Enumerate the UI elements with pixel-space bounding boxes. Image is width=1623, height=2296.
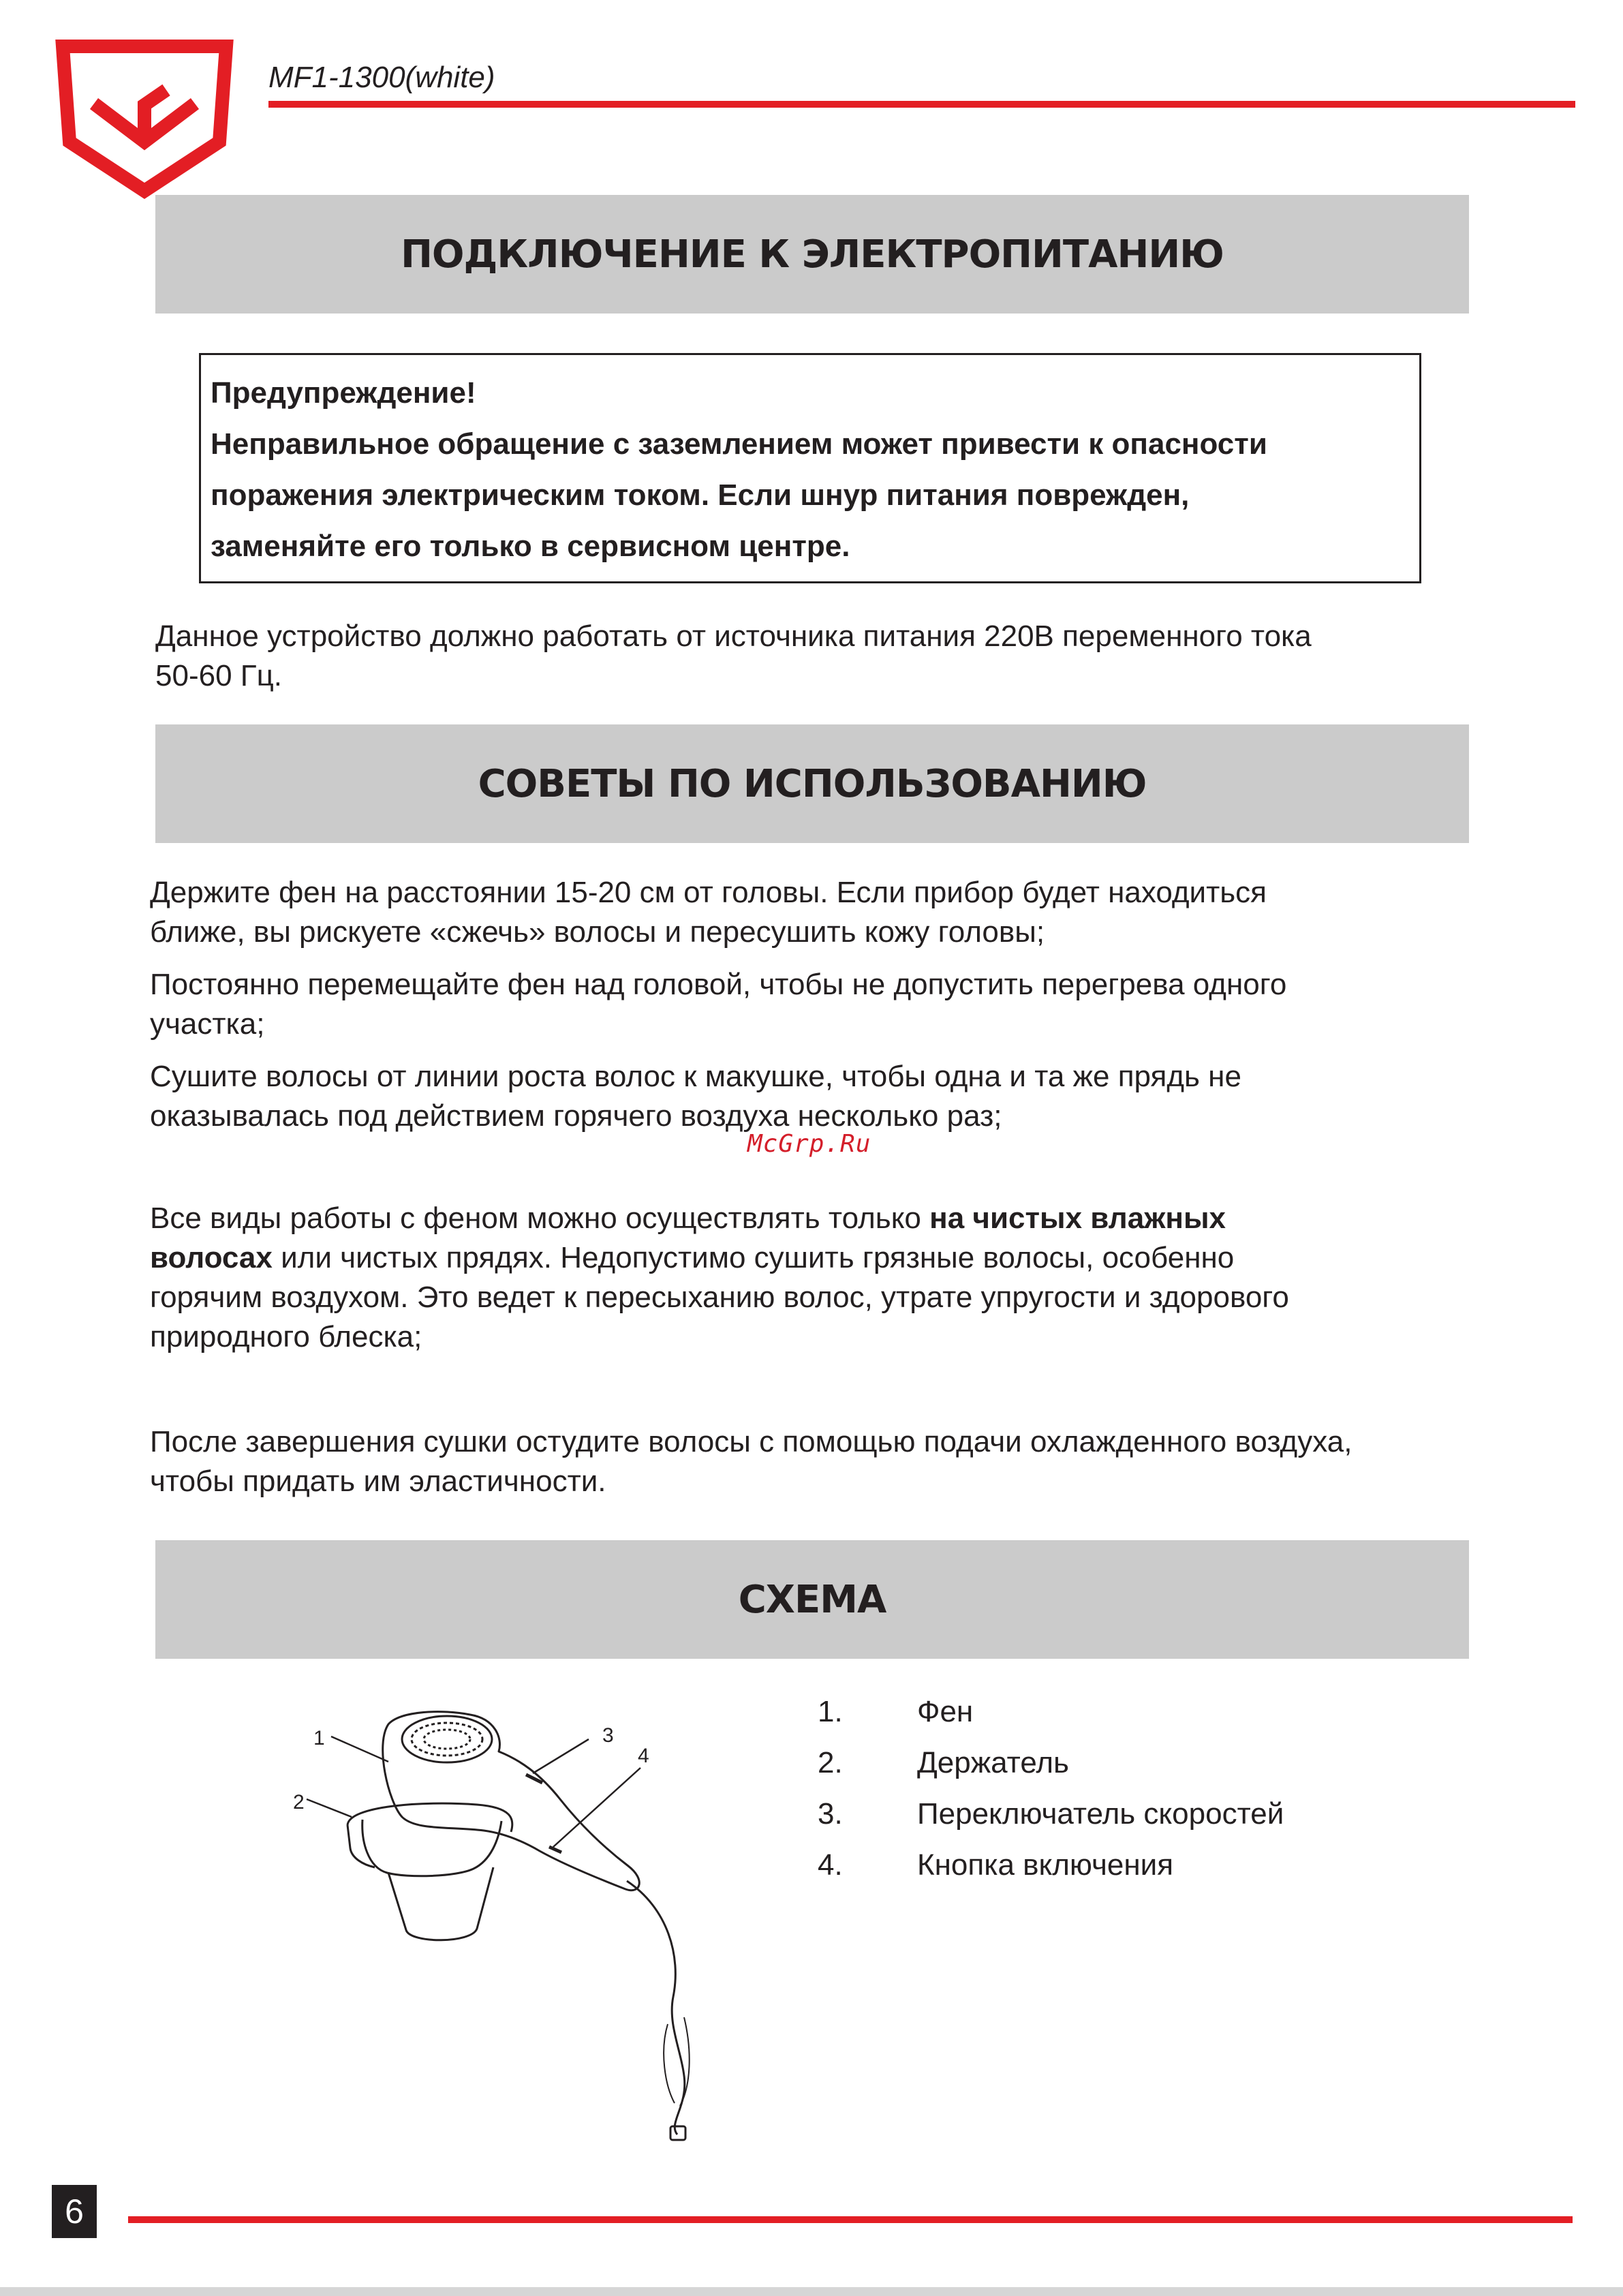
brand-logo-icon bbox=[53, 40, 236, 199]
emphasis: на чистых влажных bbox=[929, 1201, 1226, 1235]
warning-title: Предупреждение! bbox=[211, 376, 476, 410]
legend-item bbox=[818, 1794, 1284, 1846]
tips-paragraph-1 bbox=[150, 873, 1267, 952]
text-segment: или чистых прядях. Недопустимо сушить грязные волосы, особенно bbox=[272, 1241, 1235, 1274]
warning-line: Неправильное обращение с заземлением может привести к опасности bbox=[211, 427, 1267, 461]
text-line: природного блеска; bbox=[150, 1320, 422, 1353]
text-line: Постоянно перемещайте фен над головой, чтобы не допустить перегрева одного bbox=[150, 968, 1287, 1001]
text-line: горячим воздухом. Это ведет к пересыханию волос, утрате упругости и здорового bbox=[150, 1281, 1289, 1314]
callout-1: 1 bbox=[313, 1727, 325, 1749]
text-segment: Все виды работы с феном можно осуществлять только bbox=[150, 1201, 930, 1235]
warning-box bbox=[199, 353, 1421, 583]
holder-base bbox=[388, 1867, 493, 1940]
section-title-schema: СХЕМА bbox=[738, 1577, 886, 1622]
warning-line: заменяйте его только в сервисном центре. bbox=[211, 530, 850, 563]
legend-item bbox=[818, 1846, 1284, 1897]
text-line: После завершения сушки остудите волосы с помощью подачи охлажденного воздуха, bbox=[150, 1425, 1352, 1458]
legend-number: 4. bbox=[818, 1848, 843, 1882]
text-line: Держите фен на расстоянии 15-20 см от головы. Если прибор будет находиться bbox=[150, 876, 1267, 909]
callout-2: 2 bbox=[293, 1791, 305, 1813]
legend-item bbox=[818, 1743, 1284, 1794]
legend-number: 2. bbox=[818, 1746, 843, 1779]
footer-rule bbox=[128, 2216, 1573, 2223]
section-title-power: ПОДКЛЮЧЕНИЕ К ЭЛЕКТРОПИТАНИЮ bbox=[401, 232, 1224, 277]
warning-line: поражения электрическим током. Если шнур питания поврежден, bbox=[211, 478, 1190, 512]
section-title-tips: СОВЕТЫ ПО ИСПОЛЬЗОВАНИЮ bbox=[478, 761, 1147, 806]
legend-number: 3. bbox=[818, 1797, 843, 1831]
text-line: Сушите волосы от линии роста волос к макушке, чтобы одна и та же прядь не bbox=[150, 1060, 1241, 1093]
legend-number: 1. bbox=[818, 1695, 843, 1728]
header-rule bbox=[268, 101, 1575, 108]
power-button bbox=[549, 1847, 561, 1852]
section-header-schema bbox=[155, 1540, 1469, 1659]
emphasis: волосах bbox=[150, 1241, 273, 1274]
hair-dryer-diagram bbox=[286, 1697, 749, 2147]
legend-label: Держатель bbox=[917, 1746, 1069, 1779]
page-edge bbox=[0, 2287, 1623, 2296]
schema-legend bbox=[818, 1692, 1284, 1897]
power-paragraph bbox=[155, 617, 1312, 696]
watermark: McGrp.Ru bbox=[747, 1130, 871, 1158]
model-name: MF1-1300(white) bbox=[268, 61, 495, 94]
tips-paragraph-4 bbox=[150, 1199, 1289, 1357]
legend-item bbox=[818, 1692, 1284, 1743]
text-line: участка; bbox=[150, 1007, 265, 1041]
tips-paragraph-3 bbox=[150, 1057, 1241, 1136]
text-line: ближе, вы рискуете «сжечь» волосы и пересушить кожу головы; bbox=[150, 915, 1045, 949]
legend-label: Переключатель скоростей bbox=[917, 1797, 1284, 1831]
legend-label: Кнопка включения bbox=[917, 1848, 1174, 1882]
plug bbox=[670, 2126, 685, 2140]
callout-3: 3 bbox=[602, 1724, 614, 1747]
tips-paragraph-5 bbox=[150, 1422, 1352, 1501]
power-cord bbox=[627, 1881, 685, 2134]
page-number: 6 bbox=[52, 2185, 97, 2238]
text-line: чтобы придать им эластичности. bbox=[150, 1465, 606, 1498]
callout-4: 4 bbox=[638, 1745, 649, 1767]
text-line: 50-60 Гц. bbox=[155, 659, 283, 692]
text-line: Данное устройство должно работать от источника питания 220В переменного тока bbox=[155, 619, 1312, 653]
legend-label: Фен bbox=[917, 1695, 974, 1728]
holder-cup bbox=[362, 1820, 501, 1876]
text-line: оказывалась под действием горячего воздуха несколько раз; bbox=[150, 1099, 1002, 1133]
dryer-body bbox=[383, 1712, 640, 1891]
section-header-tips bbox=[155, 724, 1469, 843]
tips-paragraph-2 bbox=[150, 965, 1286, 1044]
section-header-power bbox=[155, 195, 1469, 313]
